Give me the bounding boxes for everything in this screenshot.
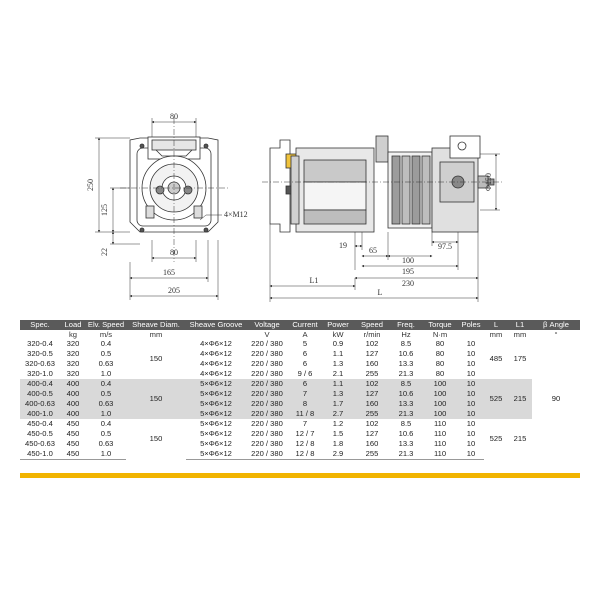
cell-power: 1.2	[322, 419, 354, 429]
cell-poles: 10	[458, 349, 484, 359]
cell-freq: 13.3	[390, 359, 422, 369]
cell-current: 8	[288, 399, 322, 409]
cell-torque: 110	[422, 419, 458, 429]
cell-rpm: 160	[354, 359, 390, 369]
header-cell: Sheave Diam.	[126, 320, 186, 330]
cell-sheave-diam: 150	[126, 379, 186, 419]
cell-voltage: 220 / 380	[246, 409, 288, 419]
header-cell: Power	[322, 320, 354, 330]
cell-torque: 110	[422, 449, 458, 460]
dim-100: 100	[402, 256, 414, 265]
cell-power: 2.1	[322, 369, 354, 379]
unit-cell: r/min	[354, 330, 390, 339]
cell-power: 1.1	[322, 379, 354, 389]
cell-torque: 80	[422, 339, 458, 349]
cell-current: 12 / 7	[288, 429, 322, 439]
cell-rpm: 255	[354, 369, 390, 379]
cell-load: 400	[60, 409, 86, 419]
unit-cell: Hz	[390, 330, 422, 339]
dim-97-5: 97.5	[438, 242, 452, 251]
cell-spec: 450-1.0	[20, 449, 60, 460]
cell-rpm: 102	[354, 339, 390, 349]
cell-torque: 80	[422, 349, 458, 359]
cell-l: 485	[484, 339, 508, 379]
cell-elv-speed: 0.63	[86, 359, 126, 369]
cell-groove: 4×Φ6×12	[186, 369, 246, 379]
cell-groove: 4×Φ6×12	[186, 349, 246, 359]
cell-torque: 80	[422, 359, 458, 369]
dim-65: 65	[369, 246, 377, 255]
cell-elv-speed: 0.63	[86, 439, 126, 449]
cell-rpm: 102	[354, 379, 390, 389]
cell-spec: 450-0.4	[20, 419, 60, 429]
cell-torque: 100	[422, 409, 458, 419]
cell-elv-speed: 0.63	[86, 399, 126, 409]
cell-freq: 10.6	[390, 349, 422, 359]
cell-poles: 10	[458, 419, 484, 429]
cell-poles: 10	[458, 429, 484, 439]
cell-freq: 8.5	[390, 339, 422, 349]
cell-elv-speed: 1.0	[86, 409, 126, 419]
header-cell: Freq.	[390, 320, 422, 330]
cell-poles: 10	[458, 449, 484, 460]
dim-250: 250	[86, 179, 95, 191]
cell-freq: 13.3	[390, 439, 422, 449]
cell-groove: 5×Φ6×12	[186, 429, 246, 439]
header-cell: Voltage	[246, 320, 288, 330]
unit-cell: mm	[126, 330, 186, 339]
header-cell: Spec.	[20, 320, 60, 330]
cell-groove: 5×Φ6×12	[186, 449, 246, 460]
spec-table	[20, 320, 580, 460]
cell-poles: 10	[458, 389, 484, 399]
cell-voltage: 220 / 380	[246, 429, 288, 439]
cell-load: 450	[60, 429, 86, 439]
cell-load: 400	[60, 389, 86, 399]
dim-125: 125	[100, 204, 109, 216]
cell-power: 2.9	[322, 449, 354, 460]
side-view	[262, 136, 502, 232]
cell-load: 320	[60, 349, 86, 359]
cell-rpm: 255	[354, 409, 390, 419]
cell-current: 7	[288, 419, 322, 429]
cell-elv-speed: 0.4	[86, 339, 126, 349]
unit-cell	[186, 330, 246, 339]
cell-elv-speed: 1.0	[86, 449, 126, 460]
header-cell: Poles	[458, 320, 484, 330]
cell-poles: 10	[458, 369, 484, 379]
cell-voltage: 220 / 380	[246, 389, 288, 399]
cell-voltage: 220 / 380	[246, 349, 288, 359]
cell-load: 450	[60, 449, 86, 460]
cell-current: 12 / 8	[288, 439, 322, 449]
cell-voltage: 220 / 380	[246, 439, 288, 449]
unit-cell: kW	[322, 330, 354, 339]
cell-freq: 10.6	[390, 389, 422, 399]
header-cell: Elv. Speed	[87, 320, 125, 329]
dim-l1: L1	[309, 276, 319, 285]
unit-cell: N·m	[422, 330, 458, 339]
header-cell: Torque	[422, 320, 458, 330]
cell-torque: 110	[422, 439, 458, 449]
cell-power: 1.8	[322, 439, 354, 449]
cell-load: 450	[60, 439, 86, 449]
cell-voltage: 220 / 380	[246, 369, 288, 379]
cell-current: 5	[288, 339, 322, 349]
cell-groove: 5×Φ6×12	[186, 439, 246, 449]
cell-l: 525	[484, 419, 508, 460]
cell-rpm: 160	[354, 399, 390, 409]
table-header-row	[20, 320, 580, 330]
cell-elv-speed: 0.4	[86, 379, 126, 389]
cell-freq: 21.3	[390, 409, 422, 419]
cell-elv-speed: 0.5	[86, 429, 126, 439]
cell-freq: 8.5	[390, 419, 422, 429]
cell-current: 7	[288, 389, 322, 399]
cell-rpm: 160	[354, 439, 390, 449]
cell-current: 6	[288, 349, 322, 359]
dim-165: 165	[163, 268, 175, 277]
cell-rpm: 127	[354, 349, 390, 359]
cell-l1: 175	[508, 339, 532, 379]
cell-spec: 450-0.63	[20, 439, 60, 449]
cell-rpm: 127	[354, 389, 390, 399]
cell-groove: 5×Φ6×12	[186, 409, 246, 419]
cell-poles: 10	[458, 379, 484, 389]
header-cell: L1	[508, 320, 532, 330]
table-units-row	[20, 330, 580, 339]
header-cell: L	[484, 320, 508, 330]
cell-load: 320	[60, 339, 86, 349]
table-row	[20, 379, 580, 389]
cell-power: 1.1	[322, 349, 354, 359]
cell-power: 2.7	[322, 409, 354, 419]
cell-power: 1.3	[322, 359, 354, 369]
dim-4xm12: 4×M12	[224, 210, 248, 219]
cell-freq: 13.3	[390, 399, 422, 409]
cell-poles: 10	[458, 409, 484, 419]
cell-freq: 21.3	[390, 369, 422, 379]
cell-sheave-diam: 150	[126, 419, 186, 460]
cell-spec: 320-0.5	[20, 349, 60, 359]
cell-spec: 400-0.63	[20, 399, 60, 409]
cell-torque: 100	[422, 379, 458, 389]
unit-cell: A	[288, 330, 322, 339]
cell-power: 1.5	[322, 429, 354, 439]
unit-cell: V	[246, 330, 288, 339]
table-row	[20, 419, 580, 429]
cell-l1: 215	[508, 379, 532, 419]
cell-load: 400	[60, 399, 86, 409]
header-cell: Speed	[354, 320, 390, 330]
cell-elv-speed: 0.5	[86, 349, 126, 359]
cell-voltage: 220 / 380	[246, 339, 288, 349]
cell-beta-angle: 90	[532, 339, 580, 460]
cell-groove: 5×Φ6×12	[186, 419, 246, 429]
header-cell: Current	[288, 320, 322, 330]
cell-groove: 4×Φ6×12	[186, 359, 246, 369]
dim-phi150: Φ150	[484, 173, 493, 191]
cell-current: 6	[288, 359, 322, 369]
dim-top-80: 80	[170, 112, 178, 121]
cell-voltage: 220 / 380	[246, 449, 288, 460]
cell-spec: 320-0.63	[20, 359, 60, 369]
cell-poles: 10	[458, 339, 484, 349]
cell-current: 11 / 8	[288, 409, 322, 419]
cell-voltage: 220 / 380	[246, 359, 288, 369]
unit-cell: m/s	[86, 330, 126, 339]
header-cell: Load	[60, 320, 86, 330]
cell-freq: 8.5	[390, 379, 422, 389]
front-view	[120, 118, 228, 262]
cell-torque: 80	[422, 369, 458, 379]
cell-spec: 320-1.0	[20, 369, 60, 379]
cell-groove: 4×Φ6×12	[186, 339, 246, 349]
dim-19: 19	[339, 241, 347, 250]
unit-cell: kg	[60, 330, 86, 339]
cell-torque: 100	[422, 389, 458, 399]
cell-voltage: 220 / 380	[246, 399, 288, 409]
dim-230: 230	[402, 279, 414, 288]
dim-22: 22	[100, 248, 109, 256]
dim-195: 195	[402, 267, 414, 276]
cell-load: 320	[60, 369, 86, 379]
header-cell: Sheave Groove	[186, 320, 246, 330]
cell-spec: 450-0.5	[20, 429, 60, 439]
cell-power: 1.3	[322, 389, 354, 399]
cell-voltage: 220 / 380	[246, 419, 288, 429]
cell-elv-speed: 0.5	[86, 389, 126, 399]
cell-current: 6	[288, 379, 322, 389]
unit-cell: mm	[508, 330, 532, 339]
dim-bottom-80: 80	[170, 248, 178, 257]
cell-rpm: 127	[354, 429, 390, 439]
unit-cell	[20, 330, 60, 339]
cell-groove: 5×Φ6×12	[186, 399, 246, 409]
cell-torque: 110	[422, 429, 458, 439]
accent-bar	[20, 473, 580, 478]
cell-poles: 10	[458, 399, 484, 409]
cell-spec: 320-0.4	[20, 339, 60, 349]
header-cell: β Angle	[532, 320, 580, 330]
side-brake-discs	[388, 152, 432, 228]
cell-rpm: 255	[354, 449, 390, 460]
cell-spec: 400-0.5	[20, 389, 60, 399]
dim-205: 205	[168, 286, 180, 295]
cell-spec: 400-1.0	[20, 409, 60, 419]
cell-rpm: 102	[354, 419, 390, 429]
cell-freq: 21.3	[390, 449, 422, 460]
cell-sheave-diam: 150	[126, 339, 186, 379]
cell-load: 400	[60, 379, 86, 389]
cell-torque: 100	[422, 399, 458, 409]
cell-current: 9 / 6	[288, 369, 322, 379]
dim-l: L	[377, 288, 383, 297]
unit-cell	[458, 330, 484, 339]
cell-groove: 5×Φ6×12	[186, 379, 246, 389]
cell-l1: 215	[508, 419, 532, 460]
cell-current: 12 / 8	[288, 449, 322, 460]
cell-elv-speed: 1.0	[86, 369, 126, 379]
cell-l: 525	[484, 379, 508, 419]
cell-poles: 10	[458, 359, 484, 369]
cell-load: 450	[60, 419, 86, 429]
cell-power: 1.7	[322, 399, 354, 409]
cell-voltage: 220 / 380	[246, 379, 288, 389]
cell-elv-speed: 0.4	[86, 419, 126, 429]
cell-load: 320	[60, 359, 86, 369]
unit-cell: °	[532, 330, 580, 339]
cell-freq: 10.6	[390, 429, 422, 439]
cell-spec: 400-0.4	[20, 379, 60, 389]
table-row	[20, 339, 580, 349]
cell-poles: 10	[458, 439, 484, 449]
cell-groove: 5×Φ6×12	[186, 389, 246, 399]
cell-power: 0.9	[322, 339, 354, 349]
unit-cell: mm	[484, 330, 508, 339]
